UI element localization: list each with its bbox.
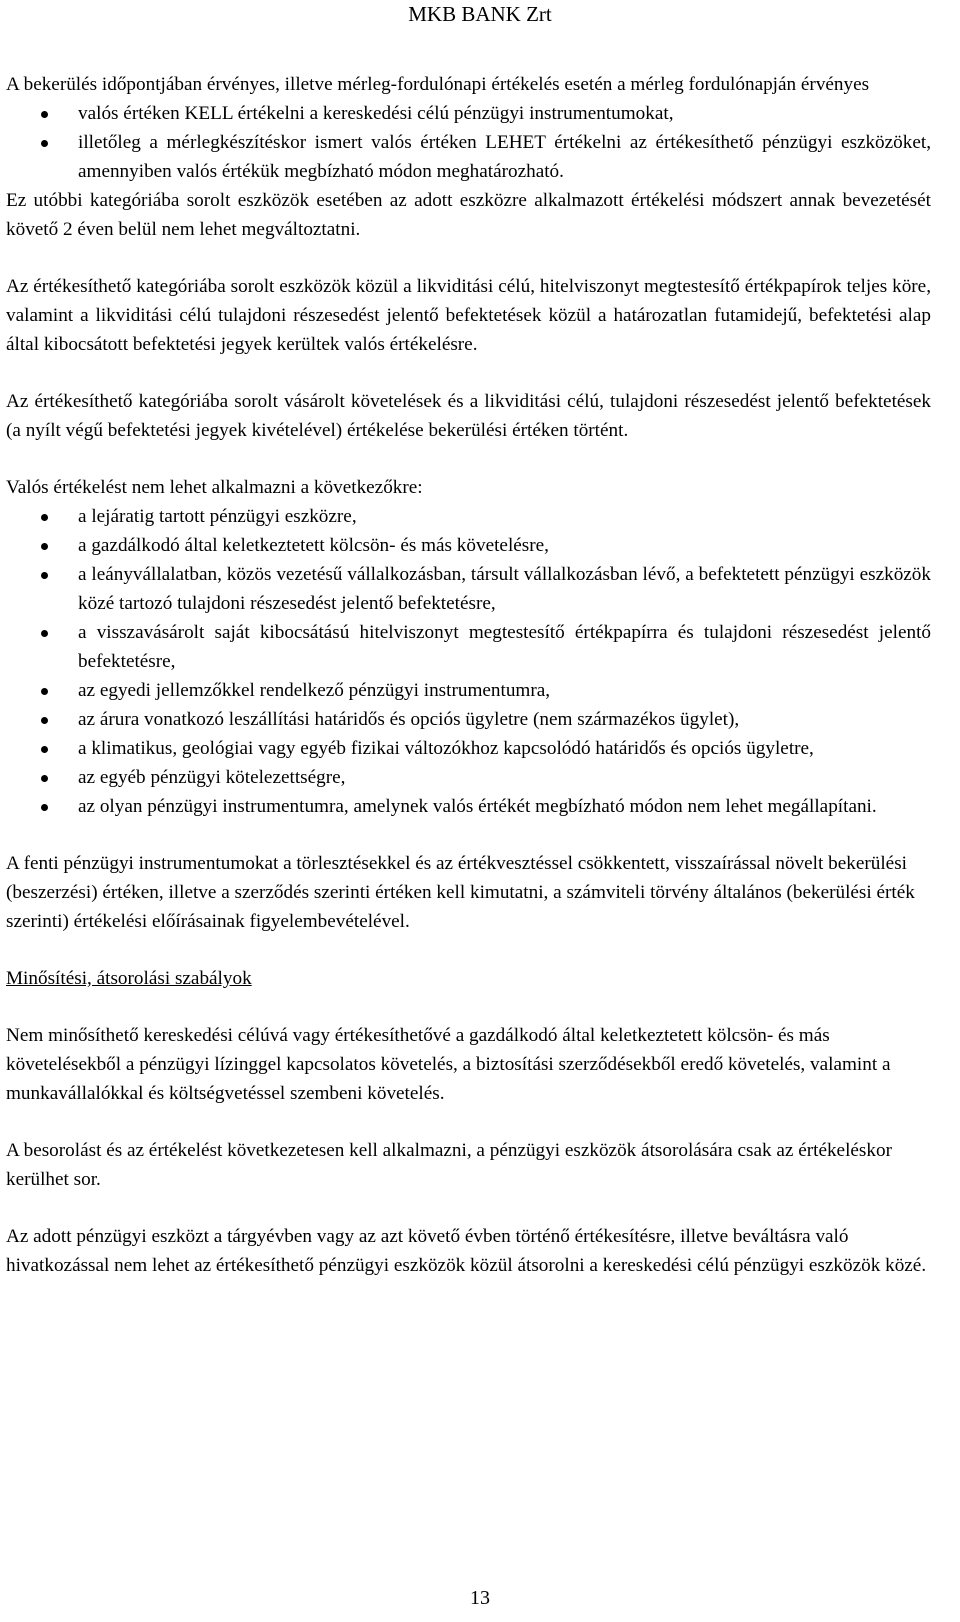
page-content xyxy=(6,70,931,1280)
list-item: valós értéken KELL értékelni a kereskedési célú pénzügyi instrumentumokat, xyxy=(6,99,931,128)
list-item: illetőleg a mérlegkészítéskor ismert valós értéken LEHET értékelni az értékesíthető pénzügyi eszközöket, amennyiben valós értékük megbízható módon meghatározható. xyxy=(6,128,931,186)
valuation-intro: A bekerülés időpontjában érvényes, illetve mérleg-fordulónapi értékelés esetén a mérleg fordulónapján érvényes xyxy=(6,74,870,95)
list-item: a leányvállalatban, közös vezetésű vállalkozásban, társult vállalkozásban lévő, a befektetett pénzügyi eszközök közé tartozó tulajdoni részesedést jelentő befektetésre, xyxy=(6,560,931,618)
exclusions-intro: Valós értékelést nem lehet alkalmazni a következőkre: xyxy=(6,477,423,498)
bullet-icon xyxy=(41,543,48,550)
list-item: az olyan pénzügyi instrumentumra, amelynek valós értékét megbízható módon nem lehet megállapítani. xyxy=(6,792,931,821)
page-number: 13 xyxy=(470,1587,490,1609)
bullet-icon xyxy=(41,572,48,579)
list-item: a lejáratig tartott pénzügyi eszközre, xyxy=(6,502,931,531)
list-item: az egyedi jellemzőkkel rendelkező pénzügyi instrumentumra, xyxy=(6,676,931,705)
bullet-icon xyxy=(41,111,48,118)
paragraph-available-for-sale: Az értékesíthető kategóriába sorolt eszközök közül a likviditási célú, hitelviszonyt megtestesítő értékpapírok teljes köre, valamint a likviditási célú tulajdoni részesedést jelentő befektetések közül a határozatlan futamidejű, befektetési alap által kibocsátott befektetési jegyek kerültek valós értékelésre. xyxy=(6,276,931,355)
section-heading: Minősítési, átsorolási szabályok xyxy=(6,968,252,989)
bullet-icon xyxy=(41,804,48,811)
list-item: az egyéb pénzügyi kötelezettségre, xyxy=(6,763,931,792)
valuation-bullet-list xyxy=(6,99,931,186)
bullet-icon xyxy=(41,717,48,724)
exclusions-bullet-list xyxy=(6,502,931,821)
valuation-note: Ez utóbbi kategóriába sorolt eszközök esetében az adott eszközre alkalmazott értékelési módszert annak bevezetését követő 2 éven belül nem lehet megváltoztatni. xyxy=(6,190,931,240)
page-header: MKB BANK Zrt xyxy=(408,2,552,26)
list-item: a visszavásárolt saját kibocsátású hitelviszonyt megtestesítő értékpapírra és tulajdoni részesedést jelentő befektetésre, xyxy=(6,618,931,676)
bullet-icon xyxy=(41,630,48,637)
paragraph-purchased-receivables: Az értékesíthető kategóriába sorolt vásárolt követelések és a likviditási célú, tulajdoni részesedést jelentő befektetések (a nyílt végű befektetési jegyek kivételével) értékelése bekerülési értéken történt. xyxy=(6,391,931,441)
paragraph-consistency: A besorolást és az értékelést következetesen kell alkalmazni, a pénzügyi eszközök átsorolására csak az értékeléskor kerülhet sor. xyxy=(6,1140,892,1190)
bullet-icon xyxy=(41,775,48,782)
paragraph-classification: Nem minősíthető kereskedési célúvá vagy értékesíthetővé a gazdálkodó által keletkeztetett kölcsön- és más követelésekből a pénzügyi lízinggel kapcsolatos követelés, a biztosítási szerződésekből eredő követelés, valamint a munkavállalókkal és költségvetéssel szembeni követelés. xyxy=(6,1025,891,1104)
bullet-icon xyxy=(41,688,48,695)
paragraph-reclassification: Az adott pénzügyi eszközt a tárgyévben vagy az azt követő évben történő értékesítésre, illetve beváltásra való hivatkozással nem lehet az értékesíthető pénzügyi eszközök közül átsorolni a kereskedési célú pénzügyi eszközök közé. xyxy=(6,1226,927,1276)
bullet-icon xyxy=(41,140,48,147)
list-item: a klimatikus, geológiai vagy egyéb fizikai változókhoz kapcsolódó határidős és opciós ügyletre, xyxy=(6,734,931,763)
paragraph-amortized-cost: A fenti pénzügyi instrumentumokat a törlesztésekkel és az értékvesztéssel csökkentett, visszaírással növelt bekerülési (beszerzési) értéken, illetve a szerződés szerinti értéken kell kimutatni, a számviteli törvény általános (bekerülési érték szerinti) értékelési előírásainak figyelembevételével. xyxy=(6,853,915,932)
list-item: a gazdálkodó által keletkeztetett kölcsön- és más követelésre, xyxy=(6,531,931,560)
list-item: az árura vonatkozó leszállítási határidős és opciós ügyletre (nem származékos ügylet), xyxy=(6,705,931,734)
bullet-icon xyxy=(41,514,48,521)
bullet-icon xyxy=(41,746,48,753)
